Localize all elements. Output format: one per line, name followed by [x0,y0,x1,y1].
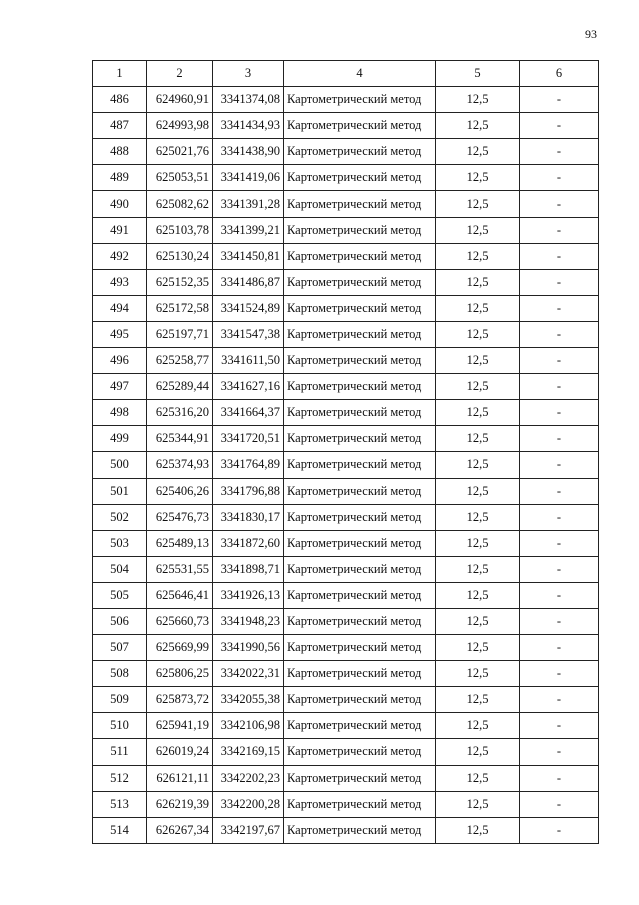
y-coordinate-cell: 3341720,51 [213,426,284,452]
method-cell: Картометрический метод [284,165,436,191]
column-header-5: 5 [436,61,520,87]
note-cell: - [520,269,599,295]
method-cell: Картометрический метод [284,478,436,504]
method-cell: Картометрический метод [284,504,436,530]
x-coordinate-cell: 625258,77 [147,348,213,374]
accuracy-cell: 12,5 [436,321,520,347]
y-coordinate-cell: 3342022,31 [213,661,284,687]
point-number-cell: 501 [93,478,147,504]
method-cell: Картометрический метод [284,582,436,608]
note-cell: - [520,165,599,191]
x-coordinate-cell: 625344,91 [147,426,213,452]
accuracy-cell: 12,5 [436,191,520,217]
y-coordinate-cell: 3341948,23 [213,608,284,634]
table-row [93,374,599,400]
accuracy-cell: 12,5 [436,817,520,843]
x-coordinate-cell: 626121,11 [147,765,213,791]
y-coordinate-cell: 3342169,15 [213,739,284,765]
x-coordinate-cell: 625289,44 [147,374,213,400]
note-cell: - [520,713,599,739]
method-cell: Картометрический метод [284,661,436,687]
table-row [93,582,599,608]
method-cell: Картометрический метод [284,217,436,243]
y-coordinate-cell: 3341547,38 [213,321,284,347]
accuracy-cell: 12,5 [436,791,520,817]
point-number-cell: 503 [93,530,147,556]
note-cell: - [520,478,599,504]
method-cell: Картометрический метод [284,817,436,843]
table-row [93,243,599,269]
x-coordinate-cell: 625172,58 [147,295,213,321]
accuracy-cell: 12,5 [436,661,520,687]
note-cell: - [520,661,599,687]
x-coordinate-cell: 625873,72 [147,687,213,713]
x-coordinate-cell: 625152,35 [147,269,213,295]
note-cell: - [520,556,599,582]
method-cell: Картометрический метод [284,687,436,713]
point-number-cell: 489 [93,165,147,191]
accuracy-cell: 12,5 [436,348,520,374]
point-number-cell: 511 [93,739,147,765]
y-coordinate-cell: 3341524,89 [213,295,284,321]
table-row [93,530,599,556]
column-header-3: 3 [213,61,284,87]
table-row [93,739,599,765]
table-row [93,165,599,191]
note-cell: - [520,765,599,791]
point-number-cell: 504 [93,556,147,582]
accuracy-cell: 12,5 [436,608,520,634]
method-cell: Картометрический метод [284,530,436,556]
table-row [93,504,599,530]
method-cell: Картометрический метод [284,348,436,374]
accuracy-cell: 12,5 [436,269,520,295]
method-cell: Картометрический метод [284,295,436,321]
y-coordinate-cell: 3341434,93 [213,113,284,139]
x-coordinate-cell: 625806,25 [147,661,213,687]
x-coordinate-cell: 625489,13 [147,530,213,556]
y-coordinate-cell: 3341374,08 [213,87,284,113]
note-cell: - [520,635,599,661]
x-coordinate-cell: 625531,55 [147,556,213,582]
note-cell: - [520,817,599,843]
note-cell: - [520,139,599,165]
point-number-cell: 502 [93,504,147,530]
y-coordinate-cell: 3341830,17 [213,504,284,530]
point-number-cell: 491 [93,217,147,243]
y-coordinate-cell: 3342106,98 [213,713,284,739]
note-cell: - [520,348,599,374]
note-cell: - [520,739,599,765]
accuracy-cell: 12,5 [436,530,520,556]
note-cell: - [520,530,599,556]
table-row [93,635,599,661]
x-coordinate-cell: 625941,19 [147,713,213,739]
y-coordinate-cell: 3341898,71 [213,556,284,582]
method-cell: Картометрический метод [284,452,436,478]
point-number-cell: 496 [93,348,147,374]
note-cell: - [520,791,599,817]
method-cell: Картометрический метод [284,139,436,165]
note-cell: - [520,113,599,139]
note-cell: - [520,243,599,269]
method-cell: Картометрический метод [284,113,436,139]
y-coordinate-cell: 3341399,21 [213,217,284,243]
x-coordinate-cell: 625103,78 [147,217,213,243]
point-number-cell: 507 [93,635,147,661]
column-header-4: 4 [284,61,436,87]
method-cell: Картометрический метод [284,400,436,426]
table-row [93,426,599,452]
point-number-cell: 514 [93,817,147,843]
accuracy-cell: 12,5 [436,635,520,661]
table-row [93,113,599,139]
y-coordinate-cell: 3342197,67 [213,817,284,843]
point-number-cell: 486 [93,87,147,113]
note-cell: - [520,374,599,400]
accuracy-cell: 12,5 [436,426,520,452]
y-coordinate-cell: 3341764,89 [213,452,284,478]
note-cell: - [520,426,599,452]
note-cell: - [520,608,599,634]
table-row [93,452,599,478]
column-header-6: 6 [520,61,599,87]
point-number-cell: 494 [93,295,147,321]
note-cell: - [520,504,599,530]
accuracy-cell: 12,5 [436,739,520,765]
x-coordinate-cell: 625130,24 [147,243,213,269]
accuracy-cell: 12,5 [436,87,520,113]
point-number-cell: 508 [93,661,147,687]
y-coordinate-cell: 3341486,87 [213,269,284,295]
x-coordinate-cell: 625197,71 [147,321,213,347]
table-row [93,295,599,321]
point-number-cell: 492 [93,243,147,269]
table-row [93,139,599,165]
table-header-row [93,61,599,87]
accuracy-cell: 12,5 [436,374,520,400]
x-coordinate-cell: 624993,98 [147,113,213,139]
accuracy-cell: 12,5 [436,504,520,530]
point-number-cell: 509 [93,687,147,713]
point-number-cell: 495 [93,321,147,347]
note-cell: - [520,452,599,478]
point-number-cell: 513 [93,791,147,817]
accuracy-cell: 12,5 [436,243,520,269]
y-coordinate-cell: 3341438,90 [213,139,284,165]
x-coordinate-cell: 625669,99 [147,635,213,661]
method-cell: Картометрический метод [284,739,436,765]
accuracy-cell: 12,5 [436,165,520,191]
x-coordinate-cell: 626219,39 [147,791,213,817]
column-header-1: 1 [93,61,147,87]
x-coordinate-cell: 625021,76 [147,139,213,165]
x-coordinate-cell: 626019,24 [147,739,213,765]
y-coordinate-cell: 3341627,16 [213,374,284,400]
note-cell: - [520,321,599,347]
x-coordinate-cell: 625406,26 [147,478,213,504]
y-coordinate-cell: 3341391,28 [213,191,284,217]
table-row [93,765,599,791]
accuracy-cell: 12,5 [436,478,520,504]
accuracy-cell: 12,5 [436,713,520,739]
x-coordinate-cell: 625053,51 [147,165,213,191]
y-coordinate-cell: 3341990,56 [213,635,284,661]
method-cell: Картометрический метод [284,765,436,791]
method-cell: Картометрический метод [284,374,436,400]
method-cell: Картометрический метод [284,243,436,269]
table-row [93,817,599,843]
y-coordinate-cell: 3341419,06 [213,165,284,191]
x-coordinate-cell: 625476,73 [147,504,213,530]
method-cell: Картометрический метод [284,608,436,634]
table-row [93,556,599,582]
method-cell: Картометрический метод [284,556,436,582]
method-cell: Картометрический метод [284,635,436,661]
y-coordinate-cell: 3341926,13 [213,582,284,608]
page-number: 93 [585,27,597,41]
method-cell: Картометрический метод [284,269,436,295]
table-row [93,269,599,295]
y-coordinate-cell: 3341796,88 [213,478,284,504]
note-cell: - [520,582,599,608]
accuracy-cell: 12,5 [436,687,520,713]
table-row [93,348,599,374]
accuracy-cell: 12,5 [436,556,520,582]
point-number-cell: 500 [93,452,147,478]
accuracy-cell: 12,5 [436,765,520,791]
point-number-cell: 487 [93,113,147,139]
accuracy-cell: 12,5 [436,217,520,243]
x-coordinate-cell: 624960,91 [147,87,213,113]
point-number-cell: 499 [93,426,147,452]
point-number-cell: 506 [93,608,147,634]
x-coordinate-cell: 625374,93 [147,452,213,478]
table-row [93,791,599,817]
table-row [93,191,599,217]
coordinates-table [92,60,599,844]
note-cell: - [520,191,599,217]
y-coordinate-cell: 3341664,37 [213,400,284,426]
point-number-cell: 498 [93,400,147,426]
table-row [93,217,599,243]
point-number-cell: 510 [93,713,147,739]
x-coordinate-cell: 625316,20 [147,400,213,426]
table-row [93,478,599,504]
note-cell: - [520,687,599,713]
y-coordinate-cell: 3341872,60 [213,530,284,556]
point-number-cell: 512 [93,765,147,791]
column-header-2: 2 [147,61,213,87]
x-coordinate-cell: 625660,73 [147,608,213,634]
method-cell: Картометрический метод [284,791,436,817]
y-coordinate-cell: 3342202,23 [213,765,284,791]
table-row [93,713,599,739]
table-row [93,687,599,713]
method-cell: Картометрический метод [284,713,436,739]
accuracy-cell: 12,5 [436,295,520,321]
x-coordinate-cell: 625082,62 [147,191,213,217]
accuracy-cell: 12,5 [436,139,520,165]
y-coordinate-cell: 3342200,28 [213,791,284,817]
accuracy-cell: 12,5 [436,452,520,478]
accuracy-cell: 12,5 [436,113,520,139]
table-row [93,661,599,687]
accuracy-cell: 12,5 [436,582,520,608]
method-cell: Картометрический метод [284,321,436,347]
note-cell: - [520,295,599,321]
y-coordinate-cell: 3342055,38 [213,687,284,713]
point-number-cell: 497 [93,374,147,400]
method-cell: Картометрический метод [284,191,436,217]
x-coordinate-cell: 626267,34 [147,817,213,843]
method-cell: Картометрический метод [284,87,436,113]
point-number-cell: 490 [93,191,147,217]
table-row [93,608,599,634]
y-coordinate-cell: 3341450,81 [213,243,284,269]
table-row [93,321,599,347]
table-row [93,87,599,113]
note-cell: - [520,217,599,243]
point-number-cell: 505 [93,582,147,608]
note-cell: - [520,400,599,426]
note-cell: - [520,87,599,113]
point-number-cell: 493 [93,269,147,295]
point-number-cell: 488 [93,139,147,165]
table-row [93,400,599,426]
accuracy-cell: 12,5 [436,400,520,426]
x-coordinate-cell: 625646,41 [147,582,213,608]
method-cell: Картометрический метод [284,426,436,452]
table-body [93,87,599,844]
y-coordinate-cell: 3341611,50 [213,348,284,374]
